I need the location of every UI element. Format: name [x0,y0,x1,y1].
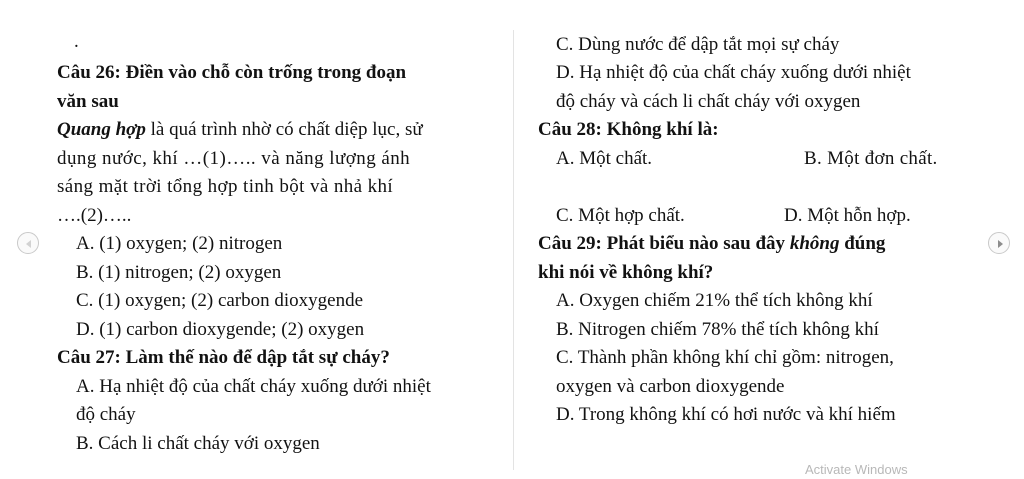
q27-title: Câu 27: Làm thế nào để dập tắt sự cháy? [57,347,390,368]
chevron-left-icon [18,233,40,255]
q29-title-emphasis: không [789,233,840,254]
prev-page-button[interactable] [17,232,39,254]
q27-option-c: C. Dùng nước để dập tắt mọi sự cháy [556,34,840,55]
q27-option-d-line2: độ cháy và cách li chất cháy với oxygen [556,91,861,112]
q26-option-d: D. (1) carbon dioxygende; (2) oxygen [76,319,365,340]
chevron-right-icon [989,233,1011,255]
q27-option-b: B. Cách li chất cháy với oxygen [76,433,320,454]
q29-option-c-line1: C. Thành phần không khí chỉ gồm: nitrogen, [556,347,894,368]
q29-option-c-line2: oxygen và carbon dioxygende [556,376,785,397]
activate-windows-watermark: Activate Windows [805,462,908,477]
q29-option-a: A. Oxygen chiếm 21% thể tích không khí [556,290,873,311]
q29-title-pre: Câu 29: Phát biểu nào sau đây [538,233,790,254]
q26-option-b: B. (1) nitrogen; (2) oxygen [76,262,282,283]
q29-option-b: B. Nitrogen chiếm 78% thể tích không khí [556,319,879,340]
q26-passage-line1-text: là quá trình nhờ có chất diệp lục, sử [145,119,423,140]
q28-option-c: C. Một hợp chất. [556,205,685,226]
q29-title-post: đúng [839,233,886,254]
next-page-button[interactable] [988,232,1010,254]
q29-option-d: D. Trong không khí có hơi nước và khí hiếm [556,404,896,425]
q28-option-b: B. Một đơn chất. [804,148,938,169]
q27-option-a-line1: A. Hạ nhiệt độ của chất cháy xuống dưới nhiệt [76,376,431,397]
q26-title-line1: Câu 26: Điền vào chỗ còn trống trong đoạn [57,62,407,83]
q28-title: Câu 28: Không khí là: [538,119,719,140]
q26-passage-line2: dụng nước, khí …(1)….. và năng lượng ánh [57,148,411,169]
q26-term: Quang hợp [57,119,146,140]
q28-option-d: D. Một hỗn hợp. [784,205,911,226]
q27-option-d-line1: D. Hạ nhiệt độ của chất cháy xuống dưới nhiệt [556,62,911,83]
q26-option-c: C. (1) oxygen; (2) carbon dioxygende [76,290,364,311]
q27-option-a-line2: độ cháy [76,404,136,425]
q29-title-line2: khi nói về không khí? [538,262,714,283]
q26-option-a: A. (1) oxygen; (2) nitrogen [76,233,283,254]
q26-passage-line3: sáng mặt trời tổng hợp tinh bột và nhả khí [57,176,394,197]
q29-title-line1 [538,232,885,256]
q28-option-a: A. Một chất. [556,148,653,169]
column-divider [513,30,514,470]
stray-dot: . [74,31,79,52]
q26-title-line2: văn sau [57,91,119,112]
q26-passage-line4: ….(2)….. [57,205,132,226]
q26-passage-line1 [57,118,423,142]
